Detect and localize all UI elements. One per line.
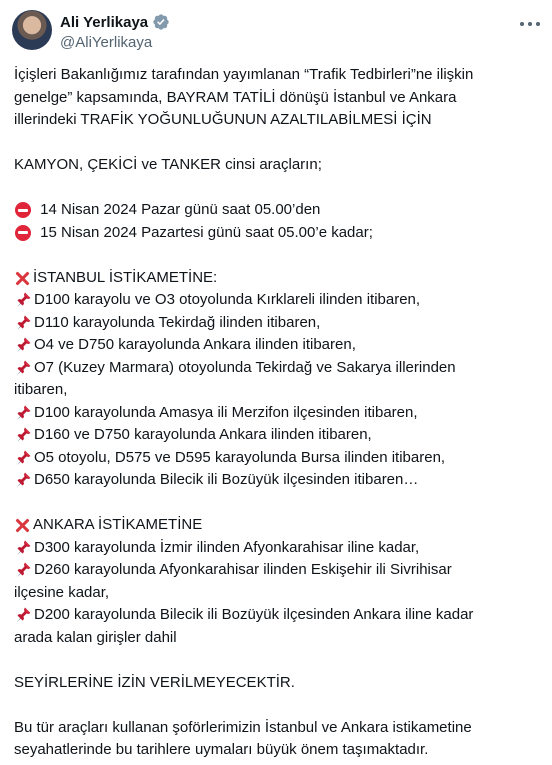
- tweet-line-text: genelge” kapsamında, BAYRAM TATİLİ dönüşü İstanbul ve Ankara: [14, 88, 457, 106]
- display-name-row: [60, 12, 170, 32]
- pushpin-icon: [14, 359, 32, 377]
- tweet-line-text: O7 (Kuzey Marmara) otoyolunda Tekirdağ ve Sakarya illerinden: [34, 358, 456, 376]
- tweet-line: [14, 199, 540, 222]
- tweet-line-text: İSTANBUL İSTİKAMETİNE:: [33, 268, 218, 286]
- pushpin-icon: [14, 404, 32, 422]
- tweet-line-text: ilçesine kadar,: [14, 583, 110, 601]
- tweet-line-text: D110 karayolunda Tekirdağ ilinden itibaren,: [34, 313, 321, 331]
- tweet-line: [14, 379, 540, 402]
- pushpin-icon: [14, 449, 32, 467]
- blank-line: [14, 244, 540, 267]
- display-name[interactable]: Ali Yerlikaya: [60, 13, 149, 31]
- user-names: [60, 12, 170, 51]
- tweet-line-text: D100 karayolunda Amasya ili Merzifon ilçesinden itibaren,: [34, 403, 418, 421]
- tweet-line-text: İçişleri Bakanlığımız tarafından yayımlanan “Trafik Tedbirleri”ne ilişkin: [14, 66, 474, 83]
- tweet-line-text: D100 karayolu ve O3 otoyolunda Kırklareli ilinden itibaren,: [34, 291, 421, 308]
- blank-line: [14, 492, 540, 515]
- tweet-line: [14, 424, 540, 447]
- tweet-line-text: KAMYON, ÇEKİCİ ve TANKER cinsi araçların;: [14, 156, 322, 173]
- verified-badge-icon: [152, 13, 170, 31]
- tweet-line-text: D200 karayolunda Bilecik ili Bozüyük ilçesinden Ankara iline kadar: [34, 606, 474, 623]
- tweet-line-text: D160 ve D750 karayolunda Ankara ilinden itibaren,: [34, 426, 372, 443]
- tweet-line: [14, 154, 540, 177]
- tweet-line: [14, 604, 540, 627]
- tweet-line-text: 14 Nisan 2024 Pazar günü saat 05.00’den: [36, 201, 321, 218]
- tweet-line: [14, 559, 540, 582]
- tweet-line: [14, 672, 540, 695]
- tweet-line: [14, 267, 540, 290]
- tweet-line-text: seyahatlerinde bu tarihlere uymaları büyük önem taşımaktadır.: [14, 741, 429, 758]
- tweet-line: [14, 312, 540, 335]
- tweet-line-text: O4 ve D750 karayolunda Ankara ilinden itibaren,: [34, 336, 356, 353]
- tweet-line-text: Bu tür araçları kullanan şoförlerimizin İstanbul ve Ankara istikametine: [14, 718, 472, 736]
- avatar[interactable]: [12, 10, 52, 50]
- tweet-line: [14, 357, 540, 380]
- tweet-line-text: D260 karayolunda Afyonkarahisar ilinden Eskişehir ili Sivrihisar: [34, 561, 452, 578]
- tweet-line: [14, 582, 540, 605]
- tweet-line-text: arada kalan girişler dahil: [14, 628, 177, 646]
- pushpin-icon: [14, 606, 32, 624]
- tweet-line: [14, 537, 540, 560]
- tweet-line: [14, 717, 540, 740]
- tweet-line: [14, 402, 540, 425]
- pushpin-icon: [14, 291, 32, 309]
- cross-mark-icon: [14, 270, 30, 286]
- pushpin-icon: [14, 471, 32, 489]
- tweet-line-text: SEYİRLERİNE İZİN VERİLMEYECEKTİR.: [14, 673, 295, 691]
- tweet-line: [14, 64, 540, 87]
- blank-line: [14, 177, 540, 200]
- tweet-line-text: D650 karayolunda Bilecik ili Bozüyük ilçesinden itibaren…: [34, 471, 419, 488]
- tweet-line: [14, 627, 540, 650]
- tweet-text: [14, 64, 540, 762]
- tweet-line: [14, 469, 540, 492]
- tweet-line: [14, 447, 540, 470]
- more-options-icon[interactable]: [520, 14, 540, 34]
- tweet-line-text: ANKARA İSTİKAMETİNE: [33, 516, 203, 533]
- no-entry-icon: [15, 225, 31, 241]
- tweet-line-text: 15 Nisan 2024 Pazartesi günü saat 05.00’e kadar;: [36, 223, 373, 241]
- tweet-line-text: O5 otoyolu, D575 ve D595 karayolunda Bursa ilinden itibaren,: [34, 448, 446, 466]
- user-handle[interactable]: @AliYerlikaya: [60, 34, 153, 51]
- no-entry-icon: [15, 202, 31, 218]
- tweet-line: [14, 87, 540, 110]
- tweet-line: [14, 109, 540, 132]
- cross-mark-icon: [14, 517, 30, 533]
- tweet-line: [14, 289, 540, 312]
- blank-line: [14, 132, 540, 155]
- pushpin-icon: [14, 426, 32, 444]
- tweet-line: [14, 514, 540, 537]
- pushpin-icon: [14, 336, 32, 354]
- tweet-line-text: D300 karayolunda İzmir ilinden Afyonkarahisar iline kadar,: [34, 538, 420, 556]
- tweet-line: [14, 334, 540, 357]
- blank-line: [14, 649, 540, 672]
- pushpin-icon: [14, 561, 32, 579]
- pushpin-icon: [14, 314, 32, 332]
- blank-line: [14, 694, 540, 717]
- tweet-header: [12, 10, 540, 56]
- tweet-line: [14, 739, 540, 762]
- pushpin-icon: [14, 539, 32, 557]
- tweet-line-text: itibaren,: [14, 381, 68, 398]
- tweet-line: [14, 222, 540, 245]
- tweet-line-text: illerindeki TRAFİK YOĞUNLUĞUNUN AZALTILABİLMESİ İÇİN: [14, 111, 432, 128]
